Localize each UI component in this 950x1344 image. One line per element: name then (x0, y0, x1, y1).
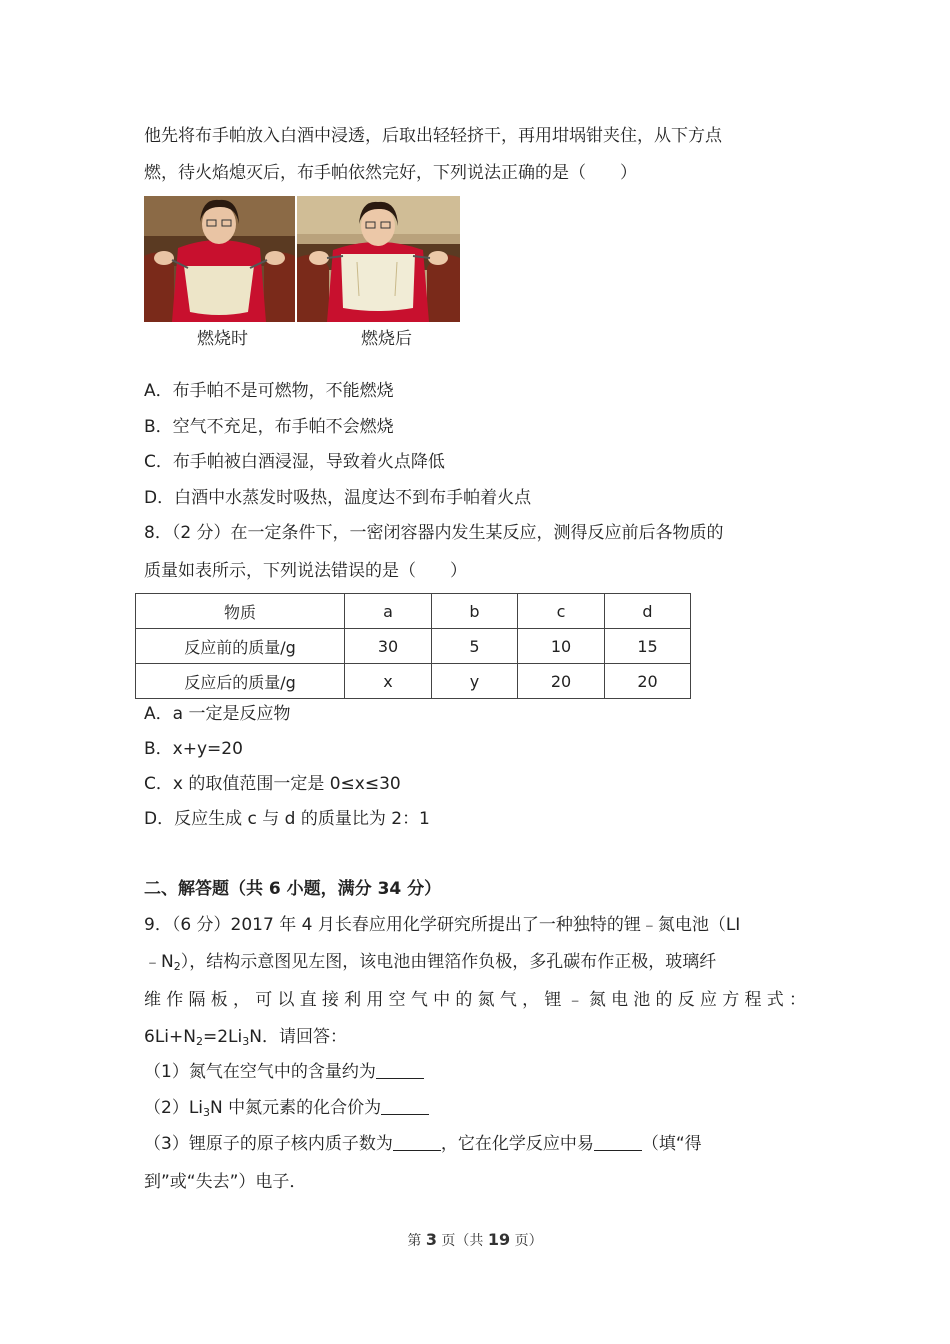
table-cell: 反应前的质量/g (136, 629, 345, 664)
table-cell: 20 (605, 664, 691, 699)
table-header-row (136, 594, 691, 629)
table-cell: 15 (605, 629, 691, 664)
table-cell: y (432, 664, 518, 699)
photo-after (297, 196, 460, 322)
table-header-cell: a (345, 594, 432, 629)
table-header-cell: b (432, 594, 518, 629)
page-footer: 第 3 页（共 19 页） (407, 1230, 543, 1249)
q7-text-line1: 他先将布手帕放入白酒中浸透，后取出轻轻挤干，再用坩埚钳夹住，从下方点 (144, 126, 722, 146)
table-row (136, 629, 691, 664)
q7-option-a: A．布手帕不是可燃物，不能燃烧 (144, 381, 394, 401)
q9-sub3: （3）锂原子的原子核内质子数为 ，它在化学反应中易 （填“得 (144, 1134, 702, 1154)
page-total: 19 (487, 1230, 511, 1249)
table-cell: 30 (345, 629, 432, 664)
q8-text-line2: 质量如表所示，下列说法错误的是（ ） (144, 561, 467, 581)
answer-blank[interactable] (376, 1060, 424, 1079)
table-header-cell: c (518, 594, 605, 629)
table-cell: 5 (432, 629, 518, 664)
table-header-cell: d (605, 594, 691, 629)
q7-option-c: C．布手帕被白酒浸湿，导致着火点降低 (144, 452, 445, 472)
answer-blank[interactable] (381, 1096, 429, 1115)
q8-option-c: C．x 的取值范围一定是 0≤x≤30 (144, 774, 401, 794)
q8-option-d: D．反应生成 c 与 d 的质量比为 2：1 (144, 809, 430, 829)
q7-option-d: D．白酒中水蒸发时吸热，温度达不到布手帕着火点 (144, 488, 532, 508)
q9-text-line1: 9．（6 分）2017 年 4 月长春应用化学研究所提出了一种独特的锂﹣氮电池（LI (144, 915, 741, 935)
table-header-cell: 物质 (136, 594, 345, 629)
caption-after: 燃烧后 (361, 329, 412, 349)
page-number: 3 (425, 1230, 437, 1249)
q7-text-line2: 燃，待火焰熄灭后，布手帕依然完好，下列说法正确的是（ ） (144, 163, 637, 183)
answer-blank[interactable] (393, 1132, 441, 1151)
mass-table (135, 593, 691, 699)
q8-option-a: A．a 一定是反应物 (144, 704, 291, 724)
q9-text-line3: 维作隔板，可以直接利用空气中的氮气，锂﹣氮电池的反应方程式： (144, 990, 806, 1010)
photo-burning (144, 196, 295, 322)
q9-equation-line: $6Li+N_2=2Li_3N$．请回答： (144, 1027, 347, 1048)
table-cell: 反应后的质量/g (136, 664, 345, 699)
q7-option-b: B．空气不充足，布手帕不会燃烧 (144, 417, 394, 437)
q9-sub1: （1）氮气在空气中的含量约为 (144, 1060, 424, 1084)
q9-text-line2: $﹣N_2$），结构示意图见左图，该电池由锂箔作负极，多孔碳布作正极，玻璃纤 (144, 952, 717, 973)
table-cell: 20 (518, 664, 605, 699)
q8-text-line1: 8．（2 分）在一定条件下，一密闭容器内发生某反应，测得反应前后各物质的 (144, 523, 724, 543)
table-cell: x (345, 664, 432, 699)
q9-sub2: $(2)Li_3N$ 中氮元素的化合价为 (144, 1096, 429, 1120)
table-cell: 10 (518, 629, 605, 664)
answer-blank[interactable] (594, 1132, 642, 1151)
caption-burning: 燃烧时 (197, 329, 248, 349)
q9-sub3-line2: 到”或“失去”）电子． (144, 1172, 307, 1192)
q8-option-b: B．x+y=20 (144, 739, 243, 759)
section-title: 二、解答题（共 6 小题，满分 34 分） (144, 879, 442, 899)
experiment-photos (144, 196, 460, 322)
table-row (136, 664, 691, 699)
